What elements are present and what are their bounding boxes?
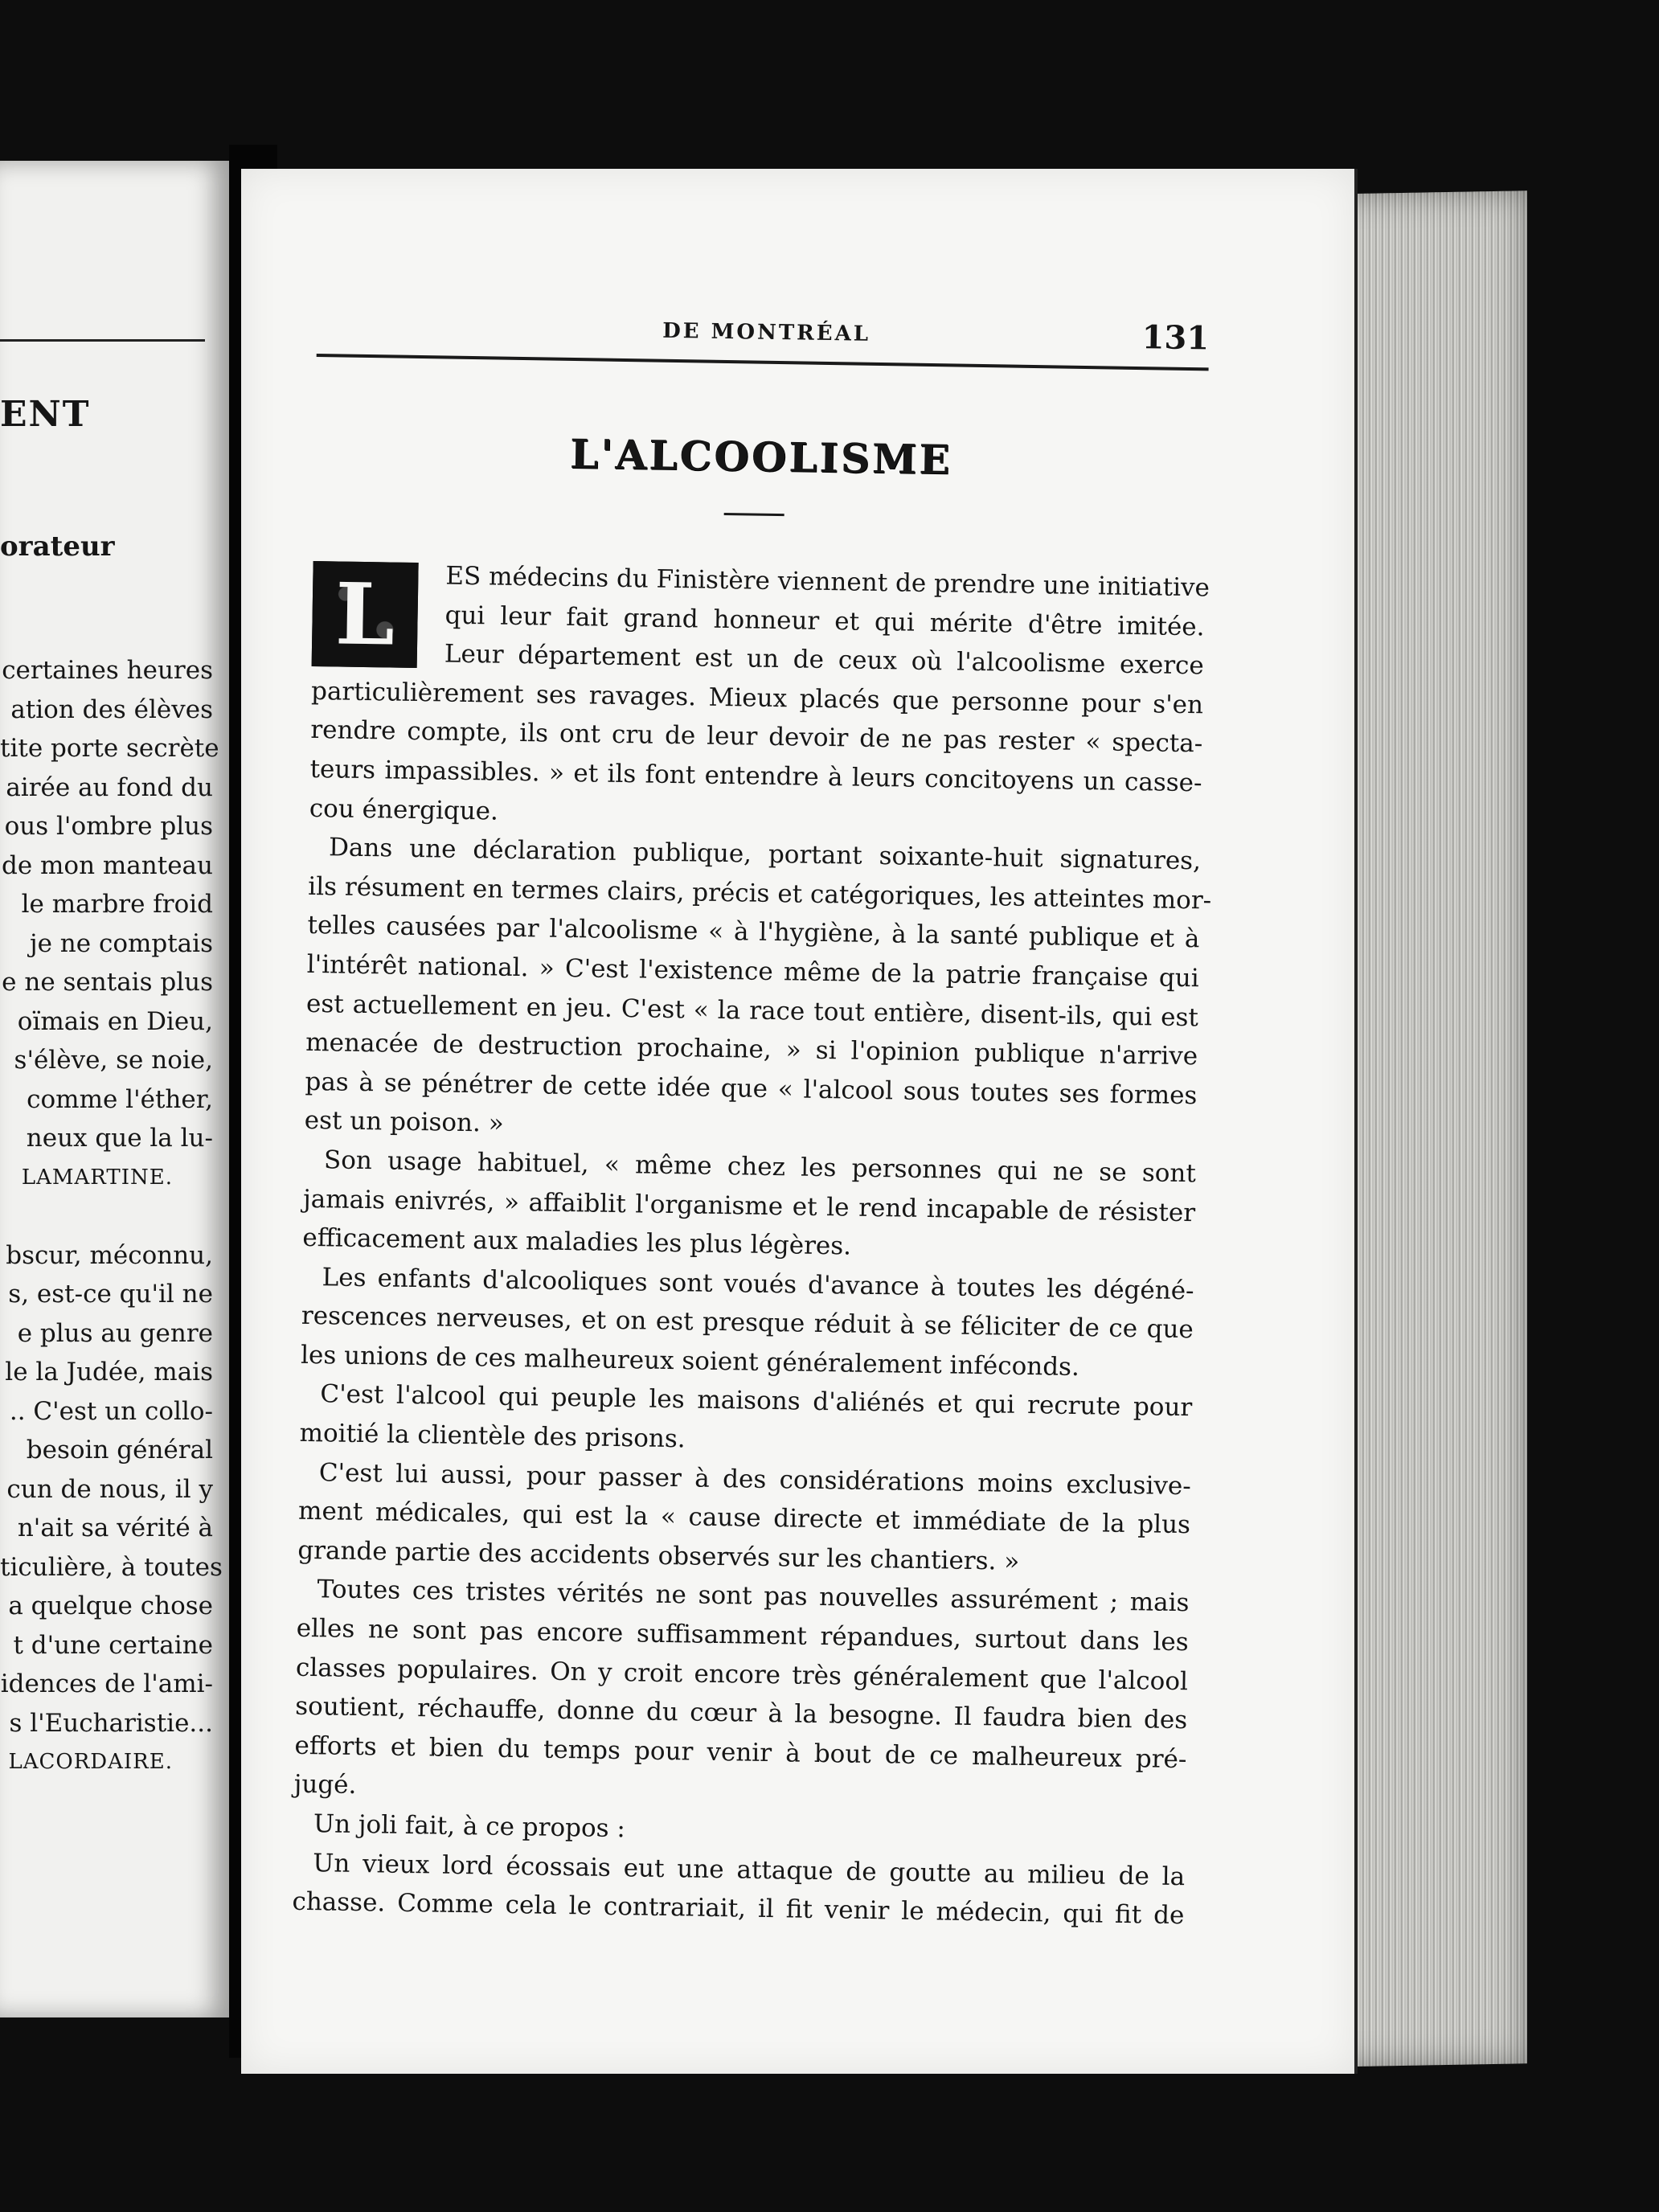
left-page-line: a quelque chose [8, 1591, 213, 1620]
text-line: teurs impassibles. » et ils font entendre à leurs concitoyens un casse- [309, 754, 1202, 798]
left-page-line: e ne sentais plus [2, 968, 213, 997]
text-line: Toutes ces tristes vérités ne sont pas nouvelles assurément ; mais [317, 1575, 1190, 1618]
header-rule [317, 354, 1209, 371]
left-page-subheading: orateur [0, 530, 115, 563]
text-line: l'intérêt national. » C'est l'existence même de la patrie française qui [306, 949, 1199, 993]
page-content [292, 289, 1212, 1931]
text-line: pas à se pénétrer de cette idée que « l'alcool sous toutes ses formes [305, 1067, 1198, 1111]
left-page-line: t d'une certaine [13, 1630, 213, 1660]
text-line: Un joli fait, à ce propos : [313, 1809, 626, 1844]
left-page-line: je ne comptais [29, 928, 213, 958]
left-page-line: ticulière, à toutes [0, 1552, 223, 1582]
article-title: L'ALCOOLISME [569, 429, 952, 484]
text-line: classes populaires. On y croit encore très généralement que l'alcool [295, 1653, 1189, 1696]
signature: LAMARTINE. [21, 1165, 173, 1190]
text-line: rescences nerveuses, et on est presque réduit à se féliciter de ce que [301, 1301, 1194, 1345]
text-line: grande partie des accidents observés sur les chantiers. » [297, 1535, 1020, 1576]
left-page-line: neux que la lu- [26, 1124, 213, 1153]
left-page-line: airée au fond du [6, 772, 213, 802]
text-line: rendre compte, ils ont cru de leur devoir de ne pas rester « specta- [310, 715, 1203, 759]
left-page-line: idences de l'ami- [0, 1669, 213, 1698]
text-line: C'est l'alcool qui peuple les maisons d'aliénés et qui recrute pour [320, 1379, 1193, 1423]
text-line: efforts et bien du temps pour venir à bout de ce malheureux pré- [294, 1731, 1187, 1775]
text-line: cou énergique. [309, 793, 499, 826]
left-page-line: tite porte secrète [0, 734, 219, 763]
text-line: menacée de destruction prochaine, » si l'opinion publique n'arrive [305, 1028, 1198, 1071]
running-header [317, 289, 1210, 375]
previous-page [0, 161, 229, 2017]
text-line: Son usage habituel, « même chez les personnes qui ne se sont [323, 1145, 1197, 1189]
left-page-line: certaines heures [2, 656, 213, 685]
text-line: Un vieux lord écossais eut une attaque de goutte au milieu de la [312, 1848, 1186, 1891]
text-line: efficacement aux maladies les plus légères. [302, 1223, 852, 1261]
left-page-line: le la Judée, mais [5, 1358, 213, 1387]
text-line: soutient, réchauffe, donne du cœur à la besogne. Il faudra bien des [295, 1692, 1188, 1735]
current-page [241, 169, 1354, 2074]
text-line: telles causées par l'alcoolisme « à l'hygiène, à la santé publique et à [307, 911, 1200, 954]
text-line: qui leur fait grand honneur et qui mérite d'être imitée. [444, 600, 1205, 641]
text-line: ils résument en termes clairs, précis et catégoriques, les atteintes mor- [308, 871, 1212, 916]
text-line: est actuellement en jeu. C'est « la race tout entière, disent-ils, qui est [305, 989, 1199, 1032]
left-page-line: ation des élèves [10, 694, 213, 724]
text-line: C'est lui aussi, pour passer à des considérations moins exclusive- [318, 1457, 1192, 1501]
page-number: 131 [1141, 318, 1210, 358]
left-page-line: cun de nous, il y [6, 1474, 213, 1504]
left-page-heading: ENT [0, 394, 91, 435]
text-line: particulièrement ses ravages. Mieux placés que personne pour s'en [310, 676, 1204, 720]
text-line: jugé. [293, 1770, 357, 1800]
article-body [292, 555, 1212, 1936]
left-page-text [0, 651, 223, 1782]
text-line: Dans une déclaration publique, portant soixante-huit signatures, [328, 833, 1202, 876]
left-page-line: le marbre froid [21, 890, 213, 919]
left-page-line: besoin général [26, 1436, 213, 1464]
left-page-line: comme l'éther, [27, 1084, 213, 1114]
left-page-line: e plus au genre [17, 1318, 213, 1348]
text-line: ES médecins du Finistère viennent de prendre une initiative [445, 561, 1210, 603]
left-page-line: s'élève, se noie, [14, 1046, 213, 1075]
left-page-line [0, 1197, 213, 1236]
left-page-rule [0, 339, 205, 342]
text-line: elles ne sont pas encore suffisamment répandues, surtout dans les [296, 1613, 1189, 1657]
title-rule [724, 513, 784, 516]
left-page-line: oïmais en Dieu, [17, 1006, 213, 1036]
left-page-line: s, est-ce qu'il ne [8, 1280, 213, 1309]
text-line: est un poison. » [304, 1106, 505, 1139]
text-line: jamais enivrés, » affaiblit l'organisme et le rend incapable de résister [302, 1184, 1196, 1227]
running-title: DE MONTRÉAL [662, 318, 871, 346]
text-line: moitié la clientèle des prisons. [299, 1418, 686, 1454]
left-page-line: ous l'ombre plus [4, 812, 213, 841]
text-line: Leur département est un de ceux où l'alcoolisme exerce [444, 639, 1205, 681]
text-line: ment médicales, qui est la « cause directe et immédiate de la plus [297, 1497, 1191, 1540]
text-line: chasse. Comme cela le contrariait, il fit venir le médecin, qui fit de [292, 1886, 1185, 1931]
signature: LACORDAIRE. [8, 1750, 173, 1774]
drop-cap: L [312, 561, 419, 668]
left-page-line: de mon manteau [1, 850, 213, 880]
left-page-line: n'ait sa vérité à [17, 1514, 213, 1542]
left-page-line: .. C'est un collo- [9, 1396, 213, 1426]
text-line: Les enfants d'alcooliques sont voués d'avance à toutes les dégéné- [322, 1262, 1194, 1305]
left-page-line: bscur, méconnu, [6, 1240, 213, 1270]
text-line: les unions de ces malheureux soient généralement inféconds. [300, 1340, 1080, 1382]
left-page-line: s l'Eucharistie... [9, 1708, 213, 1738]
